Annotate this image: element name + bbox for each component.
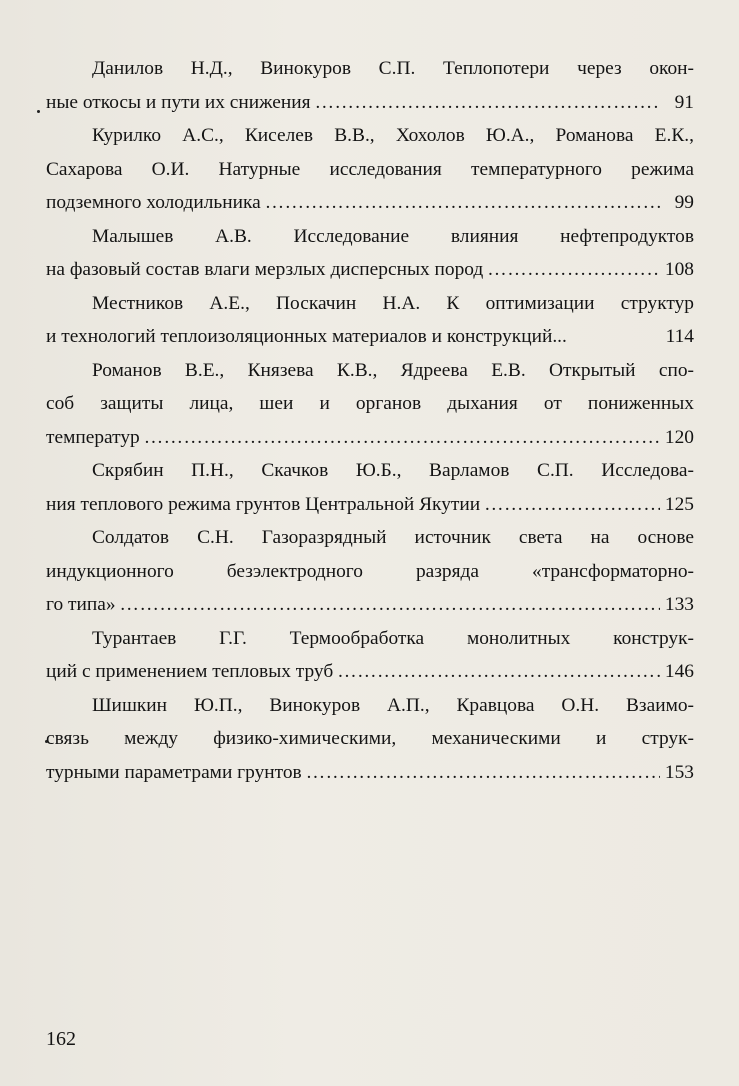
dot-leader [484,488,660,522]
dot-leader [315,86,660,120]
entry-line: подземного холодильника [46,192,261,213]
entry-last-line [46,588,694,622]
entry-line: и технологий теплоизоляционных материалов и конструкций... [46,326,567,347]
dot-leader [120,588,660,622]
entry-line: Малышев А.В. Исследование влияния нефтепродуктов [92,225,694,247]
toc-entry[interactable] [46,521,694,622]
entry-line: Солдатов С.Н. Газоразрядный источник света на основе [92,527,694,548]
page-number: 99 [674,192,694,213]
entry-line: Курилко А.С., Киселев В.В., Хохолов Ю.А., Романова Е.К., [92,125,694,146]
page-number: 153 [664,761,694,783]
dot-leader [265,186,660,220]
toc-entry[interactable] [46,220,694,287]
toc-entry[interactable] [46,354,694,455]
toc-entry[interactable] [46,689,694,790]
entry-line: ные откосы и пути их снижения [46,91,311,113]
entry-last-line [46,86,694,120]
entry-last-line [46,186,694,220]
toc-entry[interactable] [46,287,694,354]
entry-line: Местников А.Е., Поскачин Н.А. К оптимизации структур [92,292,694,314]
entry-line: Романов В.Е., Князева К.В., Ядреева Е.В. Открытый спо- [92,359,694,381]
toc-entry[interactable] [46,622,694,689]
entry-line: турными параметрами грунтов [46,761,302,783]
page-number: 146 [664,661,694,682]
dot-leader [306,756,660,790]
entry-last-line [46,756,694,790]
page-number: 120 [664,426,694,448]
toc-entry[interactable] [46,52,694,119]
entry-line: соб защиты лица, шеи и органов дыхания от пониженных [46,393,694,414]
toc-entry[interactable] [46,454,694,521]
entry-last-line [46,655,694,689]
entry-line: ций с применением тепловых труб [46,661,334,682]
entry-last-line [46,421,694,455]
entry-line: го типа» [46,594,116,615]
dot-leader [337,655,660,689]
page-number: 125 [664,493,694,515]
dot-leader [487,253,660,287]
toc-entry[interactable] [46,119,694,220]
page-folio-number: 162 [46,1028,76,1050]
entry-line: Скрябин П.Н., Скачков Ю.Б., Варламов С.П. Исследова- [92,460,694,481]
dot-leader [144,421,660,455]
entry-line: Сахарова О.И. Натурные исследования температурного режима [46,158,694,180]
table-of-contents [46,52,694,789]
page-number: 108 [664,259,694,280]
entry-line: Шишкин Ю.П., Винокуров А.П., Кравцова О.Н. Взаимо- [92,694,694,716]
page-number: 133 [664,594,694,615]
page-number: 91 [674,91,694,113]
entry-last-line [46,488,694,522]
entry-line: Данилов Н.Д., Винокуров С.П. Теплопотери через окон- [92,58,694,79]
ink-speck [37,110,40,113]
entry-line: связь между физико-химическими, механическими и струк- [46,728,694,749]
entry-line: температур [46,426,140,448]
entry-last-line [46,253,694,287]
page-number: 114 [665,326,694,347]
entry-line: на фазовый состав влаги мерзлых дисперсных пород [46,259,484,280]
entry-last-line [46,320,694,354]
entry-line: индукционного безэлектродного разряда «трансформаторно- [46,560,694,582]
entry-line: Турантаев Г.Г. Термообработка монолитных конструк- [92,627,694,649]
entry-line: ния теплового режима грунтов Центральной Якутии [46,493,481,515]
